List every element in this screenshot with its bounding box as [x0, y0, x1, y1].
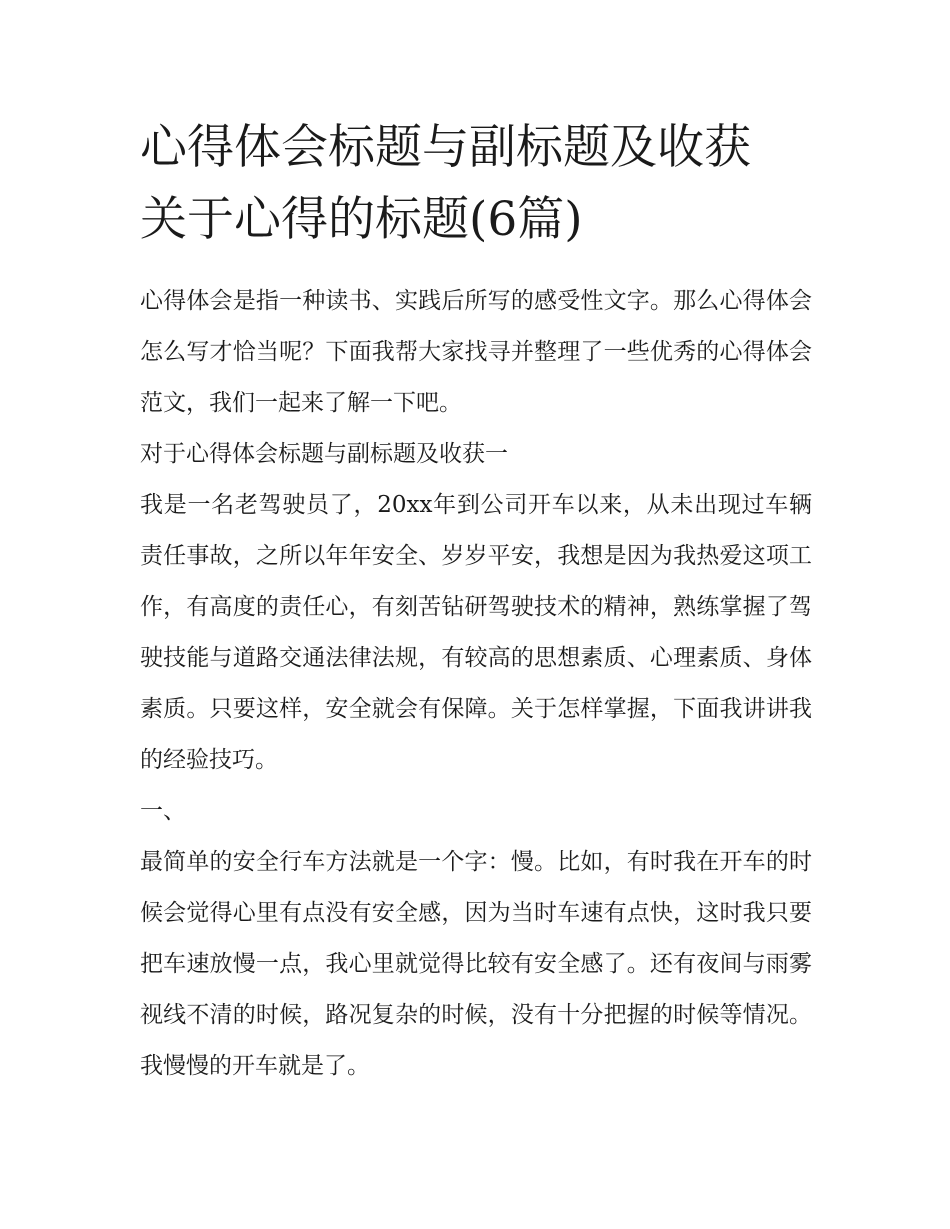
title-line-2: 关于心得的标题(6篇) [140, 192, 583, 247]
document-body [140, 276, 812, 1092]
body-paragraph: 我是一名老驾驶员了，20xx年到公司开车以来，从未出现过车辆责任事故，之所以年年安全、岁岁平安，我想是因为我热爱这项工作，有高度的责任心，有刻苦钻研驾驶技术的精神，熟练掌握了驾驶技能与道路交通法律法规，有较高的思想素质、心理素质、身体素质。只要这样，安全就会有保障。关于怎样掌握，下面我讲讲我的经验技巧。 [140, 492, 812, 773]
title-line-1: 心得体会标题与副标题及收获 [140, 120, 751, 175]
body-paragraph: 最简单的安全行车方法就是一个字：慢。比如，有时我在开车的时候会觉得心里有点没有安全感，因为当时车速有点快，这时我只要把车速放慢一点，我心里就觉得比较有安全感了。还有夜间与雨雾视线不清的时候，路况复杂的时候，没有十分把握的时候等情况。我慢慢的开车就是了。 [140, 849, 812, 1079]
document-content [140, 112, 812, 1092]
section-heading: 对于心得体会标题与副标题及收获一 [140, 441, 508, 467]
intro-paragraph: 心得体会是指一种读书、实践后所写的感受性文字。那么心得体会怎么写才恰当呢？下面我帮大家找寻并整理了一些优秀的心得体会范文，我们一起来了解一下吧。 [140, 288, 812, 416]
list-marker: 一、 [140, 798, 186, 824]
document-title [140, 112, 812, 256]
